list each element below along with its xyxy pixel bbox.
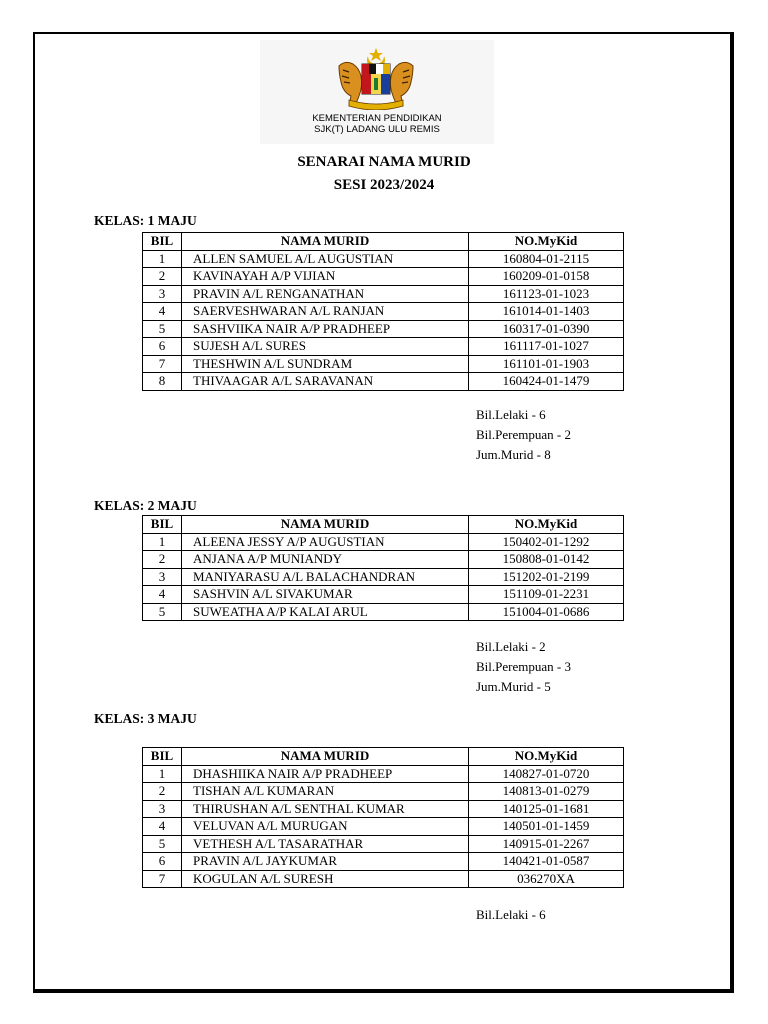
student-name: SASHVIN A/L SIVAKUMAR [182, 586, 469, 604]
table-header-row [143, 516, 624, 534]
student-name: ALEENA JESSY A/P AUGUSTIAN [182, 533, 469, 551]
student-name: KAVINAYAH A/P VIJIAN [182, 268, 469, 286]
table-row [143, 603, 624, 621]
row-number: 1 [143, 250, 182, 268]
student-table-class-3 [142, 747, 624, 888]
student-mykid: 150402-01-1292 [469, 533, 624, 551]
column-header-mykid: NO.MyKid [469, 748, 624, 766]
student-mykid: 160317-01-0390 [469, 320, 624, 338]
table-row [143, 800, 624, 818]
table-row [143, 551, 624, 569]
table-row [143, 853, 624, 871]
student-mykid: 140827-01-0720 [469, 765, 624, 783]
student-mykid: 151004-01-0686 [469, 603, 624, 621]
school-name: SJK(T) LADANG ULU REMIS [314, 124, 440, 135]
column-header-bil: BIL [143, 233, 182, 251]
male-count: Bil.Lelaki - 2 [476, 639, 546, 654]
table-row [143, 320, 624, 338]
row-number: 1 [143, 765, 182, 783]
student-name: SUJESH A/L SURES [182, 338, 469, 356]
column-header-bil: BIL [143, 516, 182, 534]
row-number: 3 [143, 800, 182, 818]
student-name: TISHAN A/L KUMARAN [182, 783, 469, 801]
row-number: 8 [143, 373, 182, 391]
student-name: ALLEN SAMUEL A/L AUGUSTIAN [182, 250, 469, 268]
table-row [143, 250, 624, 268]
class-label: KELAS: 1 MAJU [94, 213, 197, 228]
student-name: MANIYARASU A/L BALACHANDRAN [182, 568, 469, 586]
student-table-class-1 [142, 232, 624, 391]
row-number: 7 [143, 355, 182, 373]
row-number: 6 [143, 338, 182, 356]
student-mykid: 140501-01-1459 [469, 818, 624, 836]
class-label: KELAS: 2 MAJU [94, 498, 197, 513]
student-name: SUWEATHA A/P KALAI ARUL [182, 603, 469, 621]
row-number: 1 [143, 533, 182, 551]
row-number: 5 [143, 320, 182, 338]
table-row [143, 818, 624, 836]
student-name: SASHVIIKA NAIR A/P PRADHEEP [182, 320, 469, 338]
table-row [143, 285, 624, 303]
table-row [143, 268, 624, 286]
male-count: Bil.Lelaki - 6 [476, 907, 546, 922]
student-name: THIVAAGAR A/L SARAVANAN [182, 373, 469, 391]
student-mykid: 161101-01-1903 [469, 355, 624, 373]
document-session: SESI 2023/2024 [333, 177, 435, 193]
row-number: 2 [143, 783, 182, 801]
table-row [143, 870, 624, 888]
row-number: 7 [143, 870, 182, 888]
row-number: 4 [143, 303, 182, 321]
table-row [143, 303, 624, 321]
school-letterhead [260, 40, 494, 144]
total-count: Jum.Murid - 8 [476, 447, 551, 462]
female-count: Bil.Perempuan - 3 [476, 659, 571, 674]
class-summary [476, 637, 571, 697]
student-mykid: 140125-01-1681 [469, 800, 624, 818]
student-name: PRAVIN A/L JAYKUMAR [182, 853, 469, 871]
row-number: 5 [143, 603, 182, 621]
student-mykid: 140421-01-0587 [469, 853, 624, 871]
table-row [143, 533, 624, 551]
table-row [143, 835, 624, 853]
student-mykid: 140813-01-0279 [469, 783, 624, 801]
column-header-name: NAMA MURID [182, 516, 469, 534]
student-table-class-2 [142, 515, 624, 621]
table-row [143, 355, 624, 373]
student-name: DHASHIIKA NAIR A/P PRADHEEP [182, 765, 469, 783]
table-row [143, 338, 624, 356]
ministry-name: KEMENTERIAN PENDIDIKAN [312, 113, 442, 124]
student-name: PRAVIN A/L RENGANATHAN [182, 285, 469, 303]
student-name: SAERVESHWARAN A/L RANJAN [182, 303, 469, 321]
female-count: Bil.Perempuan - 2 [476, 427, 571, 442]
column-header-name: NAMA MURID [182, 233, 469, 251]
column-header-name: NAMA MURID [182, 748, 469, 766]
student-name: VETHESH A/L TASARATHAR [182, 835, 469, 853]
student-mykid: 140915-01-2267 [469, 835, 624, 853]
table-header-row [143, 748, 624, 766]
student-name: VELUVAN A/L MURUGAN [182, 818, 469, 836]
student-name: THIRUSHAN A/L SENTHAL KUMAR [182, 800, 469, 818]
class-label: KELAS: 3 MAJU [94, 711, 197, 726]
student-name: KOGULAN A/L SURESH [182, 870, 469, 888]
column-header-bil: BIL [143, 748, 182, 766]
table-row [143, 765, 624, 783]
class-summary [476, 405, 571, 465]
student-mykid: 036270XA [469, 870, 624, 888]
column-header-mykid: NO.MyKid [469, 233, 624, 251]
student-mykid: 160209-01-0158 [469, 268, 624, 286]
student-mykid: 151202-01-2199 [469, 568, 624, 586]
row-number: 2 [143, 551, 182, 569]
student-name: ANJANA A/P MUNIANDY [182, 551, 469, 569]
table-row [143, 783, 624, 801]
total-count: Jum.Murid - 5 [476, 679, 551, 694]
student-mykid: 150808-01-0142 [469, 551, 624, 569]
student-name: THESHWIN A/L SUNDRAM [182, 355, 469, 373]
row-number: 4 [143, 818, 182, 836]
row-number: 2 [143, 268, 182, 286]
class-summary [476, 905, 546, 925]
table-row [143, 568, 624, 586]
row-number: 6 [143, 853, 182, 871]
student-mykid: 151109-01-2231 [469, 586, 624, 604]
column-header-mykid: NO.MyKid [469, 516, 624, 534]
row-number: 3 [143, 568, 182, 586]
student-mykid: 161014-01-1403 [469, 303, 624, 321]
student-mykid: 161117-01-1027 [469, 338, 624, 356]
student-mykid: 160804-01-2115 [469, 250, 624, 268]
male-count: Bil.Lelaki - 6 [476, 407, 546, 422]
coat-of-arms-icon [331, 46, 421, 110]
table-header-row [143, 233, 624, 251]
student-mykid: 161123-01-1023 [469, 285, 624, 303]
row-number: 3 [143, 285, 182, 303]
table-row [143, 586, 624, 604]
row-number: 5 [143, 835, 182, 853]
table-row [143, 373, 624, 391]
student-mykid: 160424-01-1479 [469, 373, 624, 391]
document-title: SENARAI NAMA MURID [297, 154, 471, 170]
row-number: 4 [143, 586, 182, 604]
